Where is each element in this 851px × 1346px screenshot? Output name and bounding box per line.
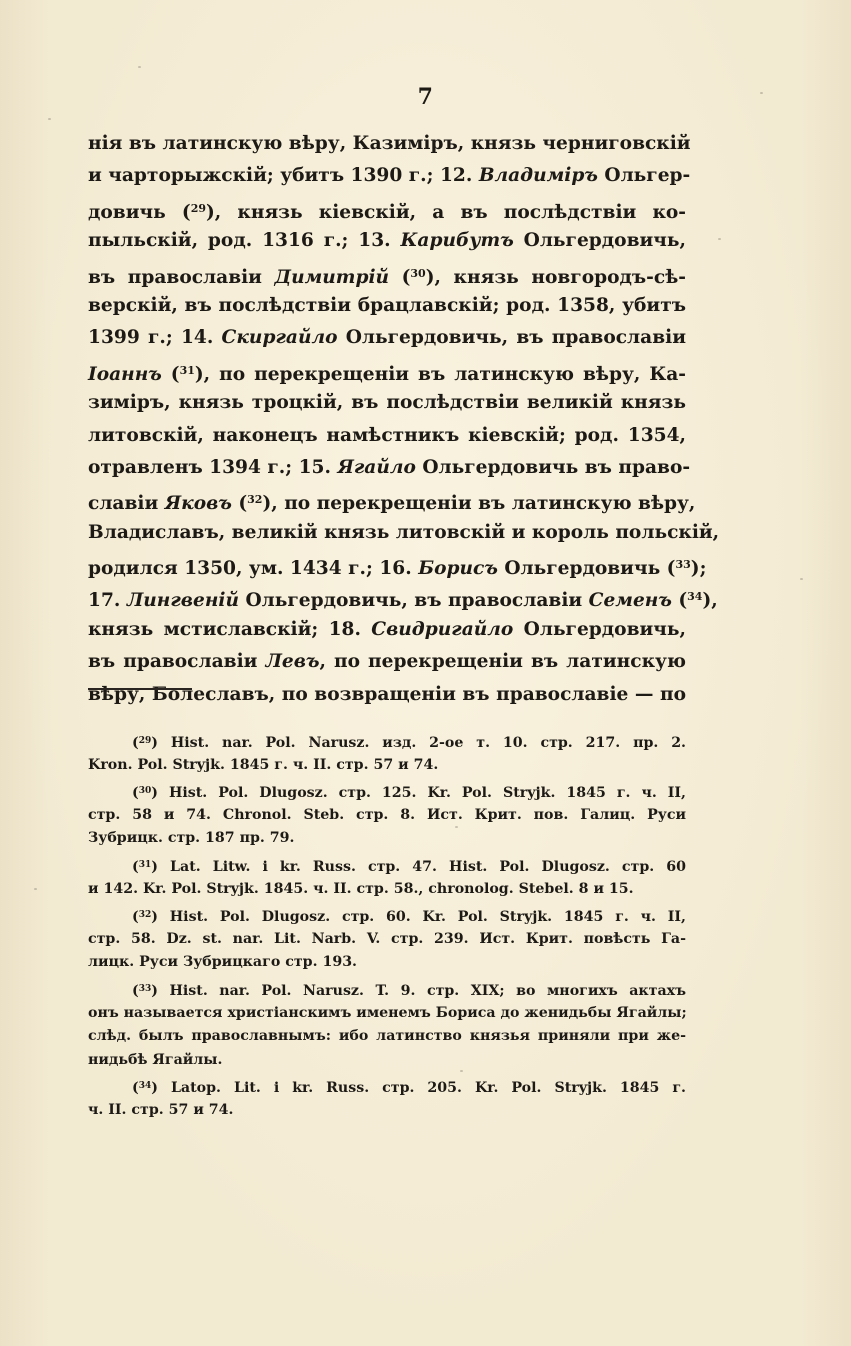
footnote-number: 31 xyxy=(138,859,152,870)
text-run: довичь ( xyxy=(88,201,191,223)
footnote-line xyxy=(88,754,686,778)
text-run: 1399 г.; 14. xyxy=(88,327,222,349)
text-run: вѣру, Болеславъ, по возвращеніи въ православіе — по xyxy=(88,683,686,705)
footnote-text: Hist. Pol. Dlugosz. стр. 125. Kr. Pol. Stryjk. 1845 г. ч. II, xyxy=(168,785,686,802)
footnote-line xyxy=(88,730,686,754)
text-run: ), xyxy=(702,590,718,612)
footnote-line xyxy=(88,1049,686,1073)
footnote-text: Hist. nar. Pol. Narusz. T. 9. стр. XIX; во многихъ актахъ xyxy=(169,982,686,999)
footnote-marker: ($^{30}$) xyxy=(132,785,169,802)
footnote-marker: ($^{31}$) xyxy=(132,858,171,875)
footnote-text: и 142. Kr. Pol. Stryjk. 1845. ч. II. стр. 58., chronolog. Stebel. 8 и 15. xyxy=(88,880,634,897)
text-run: нія въ латинскую вѣру, Казиміръ, князь черниговскій xyxy=(88,133,691,154)
text-run: Ольгердовичь, xyxy=(513,618,686,640)
footnote-text: Latop. Lit. i kr. Russ. стр. 205. Kr. Pol. Stryjk. 1845 г. xyxy=(170,1080,686,1097)
footnote xyxy=(88,1075,686,1122)
body-line xyxy=(88,193,686,225)
footnote-marker: ($^{32}$) xyxy=(132,909,170,926)
footnote-number: 33 xyxy=(138,983,152,994)
footnote-marker: ($^{29}$) xyxy=(132,735,171,751)
body-line xyxy=(88,387,686,419)
footnote-marker: ($^{33}$) xyxy=(132,982,170,999)
body-line xyxy=(88,290,686,322)
footnote-line xyxy=(88,951,686,975)
footnote-text: онъ называется христіанскимъ именемъ Бориса до женидьбы Ягайлы; xyxy=(88,1004,687,1021)
footnote-line xyxy=(88,878,686,902)
footnote-text: Kron. Pol. Stryjk. 1845 г. ч. II. стр. 57 и 74. xyxy=(88,756,439,773)
footnote xyxy=(88,904,686,975)
text-run: и чарторыжскій; убитъ 1390 г.; 12. xyxy=(88,165,479,187)
footnote-text: нидьбѣ Ягайлы. xyxy=(88,1051,223,1068)
text-run: въ православіи xyxy=(88,266,275,288)
text-run: славіи xyxy=(88,493,165,515)
text-run: верскій, въ послѣдствіи брацлавскій; род. 1358, убитъ xyxy=(88,294,686,316)
scan-speck xyxy=(800,578,803,580)
name-italic: Димитрій xyxy=(274,266,390,288)
name-italic: Скиргайло xyxy=(221,327,338,349)
text-run: Ольгердовичь ( xyxy=(497,558,676,580)
footnote-number: 29 xyxy=(138,736,152,746)
text-run: родился 1350, ум. 1434 г.; 16. xyxy=(88,558,419,580)
text-run: Ольгердовичь, въ православіи xyxy=(337,327,686,349)
body-line xyxy=(88,322,686,354)
text-run: литовскій, наконецъ намѣстникъ кіевскій; род. 1354, xyxy=(88,424,686,446)
name-italic: Левъ xyxy=(265,651,320,673)
footnote-number: 34 xyxy=(138,1081,152,1092)
body-line xyxy=(88,452,691,484)
footnote-text: Зубрицк. стр. 187 пр. 79. xyxy=(88,830,295,847)
name-italic: Карибутъ xyxy=(400,230,514,252)
name-italic: Семенъ xyxy=(588,590,672,612)
footnote-line xyxy=(88,904,686,928)
text-run: князь мстиславскій; 18. xyxy=(88,618,372,640)
body-line xyxy=(88,225,686,257)
text-run: Ольгердовичь, xyxy=(513,230,686,252)
text-run: 17. xyxy=(88,590,127,612)
footnote-ref: 29 xyxy=(190,201,206,215)
text-run: ), князь кіевскій, а въ послѣдствіи ко- xyxy=(206,201,686,223)
text-run: зиміръ, князь троцкій, въ послѣдствіи великій князь xyxy=(88,392,686,414)
text-run: , по перекрещеніи въ латинскую xyxy=(319,651,686,673)
footnote-text: Hist. Pol. Dlugosz. стр. 60. Kr. Pol. Stryjk. 1845 г. ч. II, xyxy=(169,909,686,926)
scan-speck xyxy=(760,92,763,94)
footnote-line xyxy=(88,978,686,1002)
scan-speck xyxy=(138,66,141,68)
text-run: ( xyxy=(671,590,688,612)
body-line xyxy=(88,517,720,549)
text-run: ( xyxy=(231,493,248,515)
scan-speck xyxy=(455,826,458,828)
footnote-text: стр. 58 и 74. Chronol. Steb. стр. 8. Ист. Крит. пов. Галиц. Руси xyxy=(88,806,686,823)
body-line xyxy=(88,258,686,290)
text-run: Ольгердовичь въ право- xyxy=(415,456,691,478)
name-italic: Свидригайло xyxy=(371,618,514,640)
body-line xyxy=(88,581,718,613)
footnote-ref: 31 xyxy=(179,363,195,377)
footnote-text: слѣд. былъ православнымъ: ибо латинство князья приняли при же- xyxy=(88,1028,686,1045)
name-italic: Борисъ xyxy=(418,558,498,580)
scan-speck xyxy=(34,888,37,890)
body-line xyxy=(88,484,696,516)
footnote-line xyxy=(88,1002,686,1026)
text-run: ( xyxy=(161,363,180,385)
footnotes xyxy=(88,730,686,1126)
name-italic: Яковъ xyxy=(164,493,232,515)
footnote-line xyxy=(88,854,686,878)
text-run: ); xyxy=(690,558,707,580)
footnote-ref: 32 xyxy=(247,493,263,507)
text-run: въ православіи xyxy=(88,651,266,673)
body-line xyxy=(88,549,707,581)
scan-speck xyxy=(460,1070,463,1072)
footnote xyxy=(88,730,686,777)
footnote-line xyxy=(88,1075,686,1099)
footnote-line xyxy=(88,1099,686,1123)
footnote-line xyxy=(88,827,686,851)
body-line xyxy=(88,646,686,678)
name-italic: Іоаннъ xyxy=(88,363,162,385)
footnote-number: 32 xyxy=(138,910,152,921)
scan-speck xyxy=(718,238,721,240)
footnote-marker: ($^{34}$) xyxy=(132,1080,171,1097)
footnote xyxy=(88,978,686,1072)
text-run: пыльскій, род. 1316 г.; 13. xyxy=(88,230,401,252)
body-line xyxy=(88,128,691,160)
body-line xyxy=(88,355,686,387)
footnote-line xyxy=(88,780,686,804)
footnote-text: стр. 58. Dz. st. nar. Lit. Narb. V. стр. 239. Ист. Крит. повѣсть Га- xyxy=(88,930,686,947)
text-run: ( xyxy=(389,266,411,288)
name-italic: Ягайло xyxy=(337,456,416,478)
body-line xyxy=(88,420,686,452)
footnote-text: ч. II. стр. 57 и 74. xyxy=(88,1101,234,1118)
footnote-ref: 33 xyxy=(675,558,691,572)
footnote-separator xyxy=(88,688,192,690)
footnote-ref: 30 xyxy=(410,266,426,280)
footnote-ref: 34 xyxy=(687,590,703,604)
footnote-line xyxy=(88,928,686,952)
footnote-number: 30 xyxy=(138,786,152,797)
footnote xyxy=(88,780,686,851)
footnote-text: Hist. nar. Pol. Narusz. изд. 2-ое т. 10. стр. 217. пр. 2. xyxy=(170,735,687,751)
footnote-line xyxy=(88,1025,686,1049)
body-line xyxy=(88,614,686,646)
footnote xyxy=(88,854,686,901)
name-italic: Владиміръ xyxy=(478,165,598,187)
text-run: ), князь новгородъ-сѣ- xyxy=(425,266,686,288)
footnote-text: лицк. Руси Зубрицкаго стр. 193. xyxy=(88,954,358,971)
text-run: Владиславъ, великій князь литовскій и король польскій, xyxy=(88,521,720,543)
text-run: отравленъ 1394 г.; 15. xyxy=(88,456,338,478)
text-run: Ольгер- xyxy=(597,165,691,187)
body-line xyxy=(88,679,686,711)
body-line xyxy=(88,160,691,192)
footnote-line xyxy=(88,804,686,828)
name-italic: Лингвеній xyxy=(126,590,239,612)
text-run: Ольгердовичь, въ православіи xyxy=(238,590,589,612)
text-run: ), по перекрещеніи въ латинскую вѣру, Ка- xyxy=(194,363,686,385)
footnote-text: Lat. Litw. i kr. Russ. стр. 47. Hist. Pol. Dlugosz. стр. 60 xyxy=(170,858,687,875)
scan-speck xyxy=(48,118,51,120)
page-number: 7 xyxy=(417,84,434,110)
text-run: ), по перекрещеніи въ латинскую вѣру, xyxy=(262,493,696,515)
body-text xyxy=(88,128,720,711)
